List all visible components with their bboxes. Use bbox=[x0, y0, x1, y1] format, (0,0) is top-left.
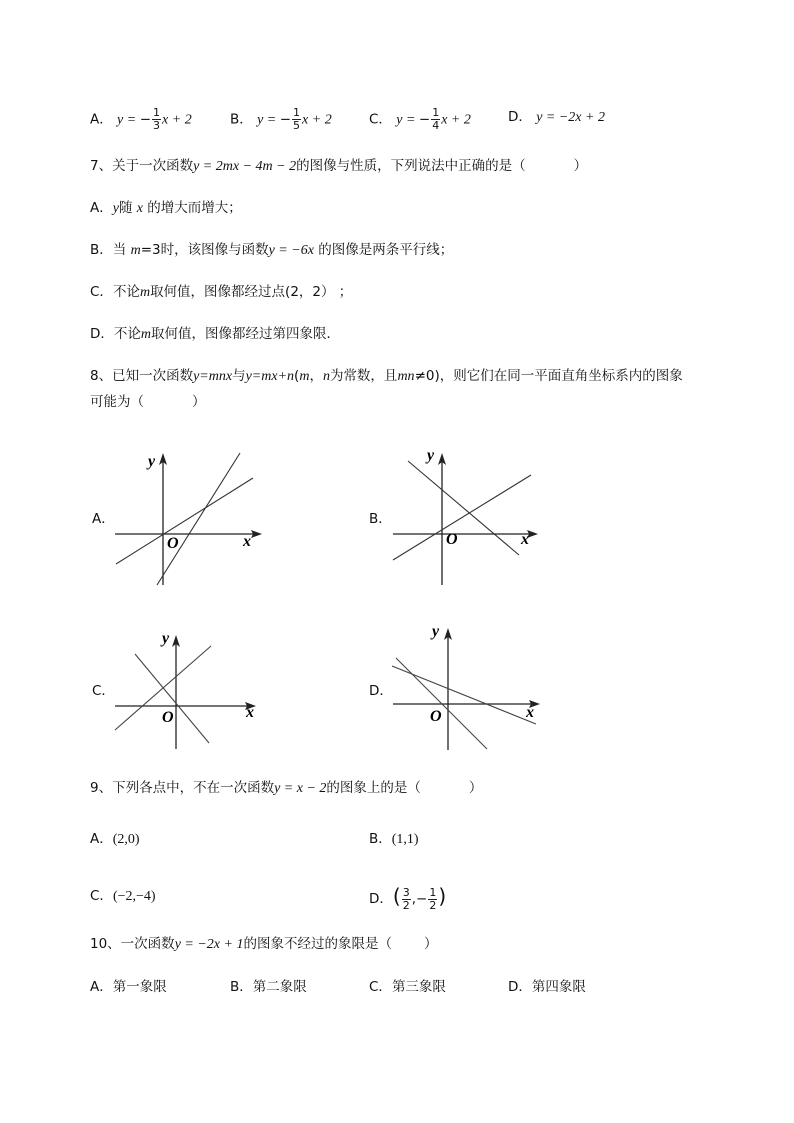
x-axis-label: x bbox=[526, 704, 534, 721]
q10-option-a[interactable]: A．第一象限 bbox=[90, 979, 167, 995]
q6-option-d[interactable]: D． y = −2x + 2 bbox=[508, 109, 605, 125]
q6-option-b[interactable]: B． y = − $\frac{1}{5}$ x + 2 bbox=[230, 106, 332, 132]
y-axis-label: y bbox=[148, 453, 156, 470]
q7-option-d[interactable]: D．不论m取何值，图像都经过第四象限． bbox=[90, 326, 341, 342]
fraction: $\frac{1}{2}$ bbox=[429, 885, 437, 912]
origin-label: O bbox=[162, 709, 174, 726]
y-axis-label: y bbox=[432, 623, 440, 640]
q8-stem-line1: 8、已知一次函数y=mnx与y=mx+n(m，n为常数，且mn≠0)，则它们在同一平面直角坐标系内的图象 bbox=[90, 368, 683, 384]
q6-option-a[interactable]: A． y = − $\frac{1}{3}$ x + 2 bbox=[90, 106, 192, 132]
origin-label: O bbox=[167, 535, 179, 552]
graph-c-line-2 bbox=[135, 654, 209, 743]
q7-option-b[interactable]: B．当 m=3时，该图像与函数y = −6x 的图像是两条平行线； bbox=[90, 242, 454, 258]
graph-a bbox=[110, 445, 270, 590]
graph-c-label[interactable]: C． bbox=[92, 683, 115, 699]
q10-option-d[interactable]: D．第四象限 bbox=[508, 979, 586, 995]
x-axis-label: x bbox=[243, 533, 251, 550]
q9-option-d[interactable]: D．( $\frac{3}{2}$ ,− $\frac{1}{2}$ ) bbox=[369, 884, 447, 912]
graph-a-line-1 bbox=[116, 478, 253, 564]
fraction: $\frac{1}{4}$ bbox=[432, 106, 440, 132]
q10-option-c[interactable]: C．第三象限 bbox=[369, 979, 446, 995]
q8-stem-line2: 可能为（ ） bbox=[90, 394, 206, 410]
y-axis-label: y bbox=[427, 447, 435, 464]
q9-option-c[interactable]: C．(−2,−4) bbox=[90, 888, 156, 904]
x-axis-label: x bbox=[246, 704, 254, 721]
origin-label: O bbox=[430, 708, 442, 725]
q10-option-b[interactable]: B．第二象限 bbox=[230, 979, 307, 995]
graph-d-label[interactable]: D． bbox=[369, 683, 393, 699]
q9-option-a[interactable]: A．(2,0) bbox=[90, 831, 140, 847]
q7-option-a[interactable]: A．y随 x 的增大而增大； bbox=[90, 200, 242, 216]
graph-b-label[interactable]: B． bbox=[369, 511, 392, 527]
fraction: $\frac{1}{5}$ bbox=[293, 106, 301, 132]
graph-a-line-2 bbox=[157, 453, 240, 585]
fraction: $\frac{3}{2}$ bbox=[402, 885, 410, 912]
graph-d bbox=[388, 620, 553, 755]
q9-stem: 9、下列各点中，不在一次函数y = x − 2的图象上的是（ ） bbox=[90, 780, 483, 796]
graph-c bbox=[110, 625, 270, 755]
x-axis-label: x bbox=[521, 531, 529, 548]
y-axis-label: y bbox=[162, 630, 170, 647]
origin-label: O bbox=[446, 531, 458, 548]
graph-b bbox=[388, 445, 548, 590]
q6-option-c[interactable]: C． y = − $\frac{1}{4}$ x + 2 bbox=[369, 106, 471, 132]
graph-d-line-1 bbox=[392, 666, 536, 724]
graph-a-label[interactable]: A． bbox=[92, 511, 115, 527]
q7-option-c[interactable]: C．不论m取何值，图像都经过点(2，2） ； bbox=[90, 284, 353, 300]
q10-stem: 10、一次函数y = −2x + 1的图象不经过的象限是（ ） bbox=[90, 936, 438, 952]
q9-option-b[interactable]: B．(1,1) bbox=[369, 831, 419, 847]
fraction: $\frac{1}{3}$ bbox=[153, 106, 161, 132]
q7-stem: 7、关于一次函数y = 2mx − 4m − 2的图像与性质，下列说法中正确的是（ ） bbox=[90, 158, 588, 174]
